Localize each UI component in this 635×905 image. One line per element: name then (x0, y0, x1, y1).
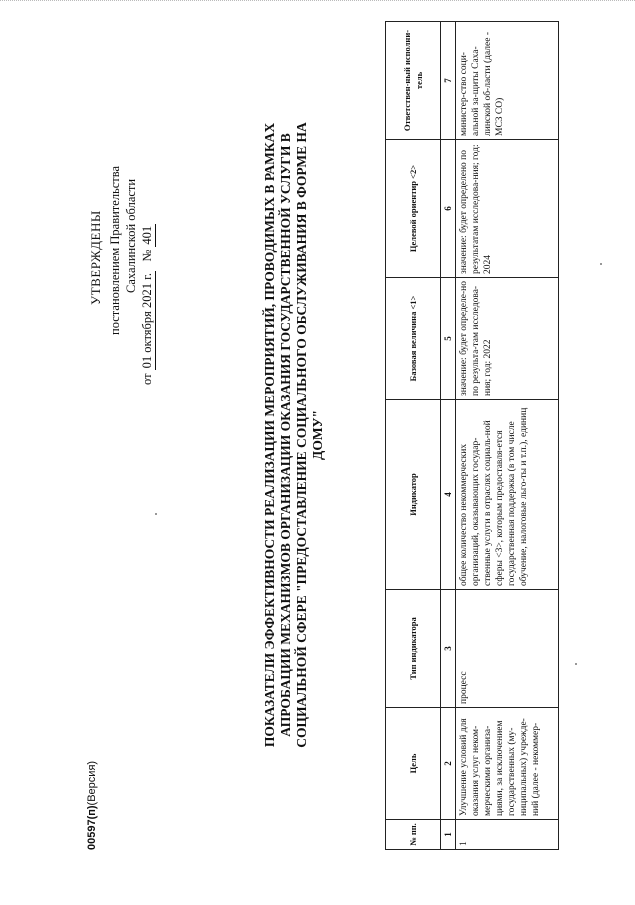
approval-date: 01 октября 2021 г. (140, 273, 154, 369)
header-indicator: Индикатор (386, 400, 441, 590)
version-label: (Версия) (86, 760, 98, 806)
column-number: 1 (441, 820, 456, 850)
approval-line-2: Сахалинской области (124, 178, 138, 293)
scan-speck (575, 663, 577, 665)
cell-type: процесс (456, 590, 559, 708)
column-number: 2 (441, 708, 456, 820)
cell-num: 1 (456, 820, 559, 850)
header-type: Тип индикатора (386, 590, 441, 708)
cell-target: значение: будет определено по результатам исследова-ния; год: 2024 (456, 140, 559, 278)
header-responsible: Ответствен-ный исполни-тель (386, 22, 441, 140)
column-number: 3 (441, 590, 456, 708)
table-row (456, 22, 559, 850)
document-code: 00597(п) (86, 805, 98, 850)
heading-line-2: АПРОБАЦИИ МЕХАНИЗМОВ ОРГАНИЗАЦИИ ОКАЗАНИЯ ГОСУДАРСТВЕННОЙ УСЛУГИ В (278, 133, 293, 737)
column-number: 4 (441, 400, 456, 590)
table-header-row (386, 22, 441, 850)
approval-date-line (140, 224, 156, 385)
column-number: 5 (441, 278, 456, 400)
approval-from: от (140, 373, 154, 385)
approval-line-1: постановлением Правительства (108, 165, 122, 335)
indicators-table (385, 21, 559, 850)
approval-no-label: № (140, 249, 154, 262)
scan-speck (600, 263, 602, 265)
header-goal: Цель (386, 708, 441, 820)
header-base: Базовая величина <1> (386, 278, 441, 400)
cell-base: значение: будет определе-но по результа-там исследова-ния; год: 2022 (456, 278, 559, 400)
approval-number: 401 (140, 225, 154, 245)
column-number-row (441, 22, 456, 850)
document-version (86, 761, 98, 850)
heading-line-3: СОЦИАЛЬНОЙ СФЕРЕ "ПРЕДОСТАВЛЕНИЕ СОЦИАЛЬНОГО ОБСЛУЖИВАНИЯ В ФОРМЕ НА (294, 122, 309, 748)
cell-goal: Улучшение условий для оказания услуг неком-мерческими организа-циями, за исключением государственных (му-ниципальных) учрежде-ний (далее - некоммер- (456, 708, 559, 820)
header-target: Целевой ориентир <2> (386, 140, 441, 278)
document-heading (262, 75, 326, 795)
approval-title: УТВЕРЖДЕНЫ (88, 210, 103, 305)
column-number: 6 (441, 140, 456, 278)
column-number: 7 (441, 22, 456, 140)
scan-speck (155, 513, 157, 515)
heading-line-1: ПОКАЗАТЕЛИ ЭФФЕКТИВНОСТИ РЕАЛИЗАЦИИ МЕРОПРИЯТИЙ, ПРОВОДИМЫХ В РАМКАХ (262, 122, 277, 748)
cell-responsible: министер-ство соци-альной за-щиты Саха-линской об-ласти (далее - МСЗ СО) (456, 22, 559, 140)
cell-indicator: общее количество некоммерческих организаций, оказывающих государ-ственные услуги в отраслях социаль-ной сферы <3>, которым предоставля-ется государственная поддержка (в том числе обучение, налоговые льго-ты и т.п.), единиц (456, 400, 559, 590)
heading-line-4: ДОМУ" (310, 410, 325, 460)
header-num: № пп. (386, 820, 441, 850)
